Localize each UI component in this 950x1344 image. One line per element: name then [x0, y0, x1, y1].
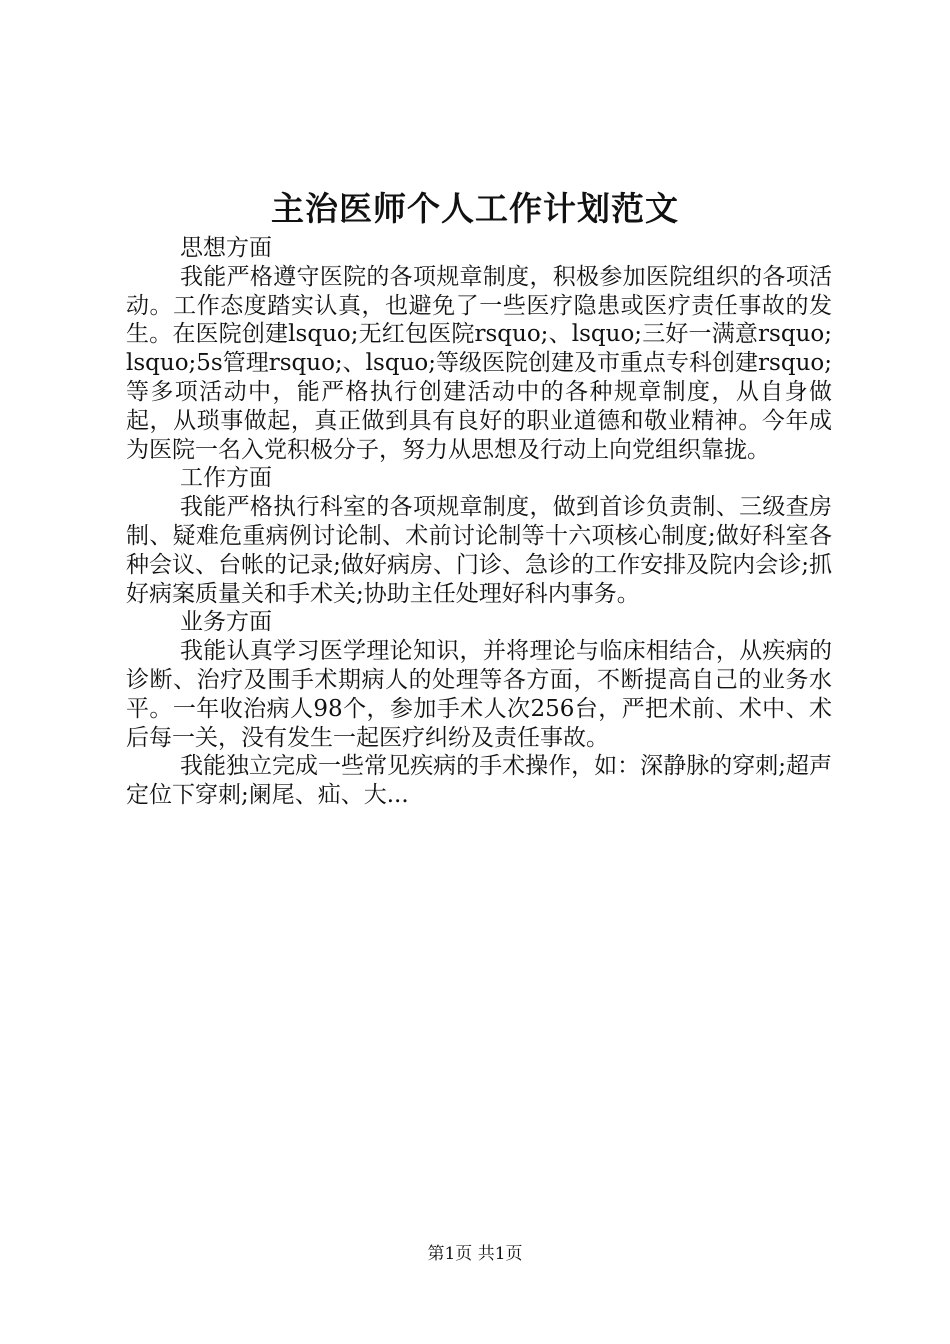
section-business [126, 608, 832, 810]
paragraph-business-1: 我能认真学习医学理论知识，并将理论与临床相结合，从疾病的诊断、治疗及围手术期病人的处理等各方面，不断提高自己的业务水平。一年收治病人98个，参加手术人次256台，严把术前、术中、术后每一关，没有发生一起医疗纠纷及责任事故。 [126, 638, 832, 751]
section-heading-thought: 思想方面 [180, 235, 272, 261]
section-thought [126, 234, 832, 464]
paragraph-thought: 我能严格遵守医院的各项规章制度，积极参加医院组织的各项活动。工作态度踏实认真，也避免了一些医疗隐患或医疗责任事故的发生。在医院创建lsquo;无红包医院rsquo;、lsquo;三好一满意rsquo;lsquo;5s管理rsquo;、lsquo;等级医院创建及市重点专科创建rsquo;等多项活动中，能严格执行创建活动中的各种规章制度，从自身做起，从琐事做起，真正做到具有良好的职业道德和敬业精神。今年成为医院一名入党积极分子，努力从思想及行动上向党组织靠拢。 [126, 263, 832, 463]
page-footer: 第1页 共1页 [427, 1244, 523, 1264]
document-body [126, 234, 832, 810]
paragraph-work: 我能严格执行科室的各项规章制度，做到首诊负责制、三级查房制、疑难危重病例讨论制、术前讨论制等十六项核心制度;做好科室各种会议、台帐的记录;做好病房、门诊、急诊的工作安排及院内会诊;抓好病案质量关和手术关;协助主任处理好科内事务。 [126, 494, 832, 607]
paragraph-business-2: 我能独立完成一些常见疾病的手术操作，如：深静脉的穿刺;超声定位下穿刺;阑尾、疝、大... [126, 753, 832, 809]
document-title: 主治医师个人工作计划范文 [271, 189, 679, 228]
section-heading-business: 业务方面 [180, 609, 272, 636]
section-heading-work: 工作方面 [180, 465, 272, 492]
section-work [126, 464, 832, 608]
